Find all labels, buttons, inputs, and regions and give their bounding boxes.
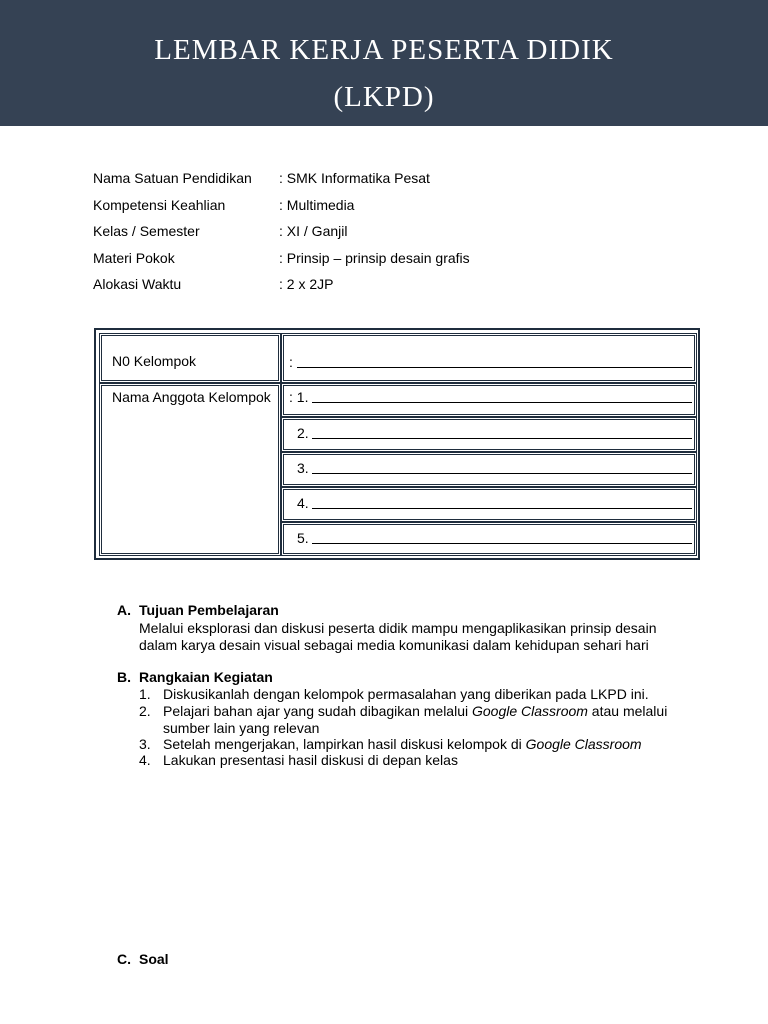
info-value: : 2 x 2JP: [279, 276, 334, 292]
section-a-text: [139, 620, 676, 653]
member-underline: [312, 473, 692, 474]
group-table: [94, 328, 700, 560]
section-title: Soal: [139, 951, 169, 967]
list-text-part: atau melalui: [587, 703, 668, 719]
info-label: Kompetensi Keahlian: [93, 196, 226, 213]
member-field-1[interactable]: [281, 383, 697, 417]
list-text: Lakukan presentasi hasil diskusi di depan kelas: [163, 752, 458, 768]
section-a-line1: Melalui eksplorasi dan diskusi peserta didik mampu mengaplikasikan prinsip desain: [139, 620, 657, 636]
group-members-label: Nama Anggota Kelompok: [112, 389, 271, 405]
member-prefix: 3.: [297, 460, 309, 476]
list-text-part: sumber lain yang relevan: [163, 719, 320, 736]
member-underline: [312, 402, 692, 403]
list-text-part: Pelajari bahan ajar yang sudah dibagikan melalui: [163, 703, 472, 719]
member-underline: [312, 543, 692, 544]
google-classroom-text: Google Classroom: [525, 736, 642, 752]
info-value: : Multimedia: [279, 196, 355, 213]
member-field-2[interactable]: [281, 417, 697, 452]
list-text-part: Setelah mengerjakan, lampirkan hasil diskusi kelompok di: [163, 736, 526, 752]
list-number: 3.: [139, 736, 151, 752]
list-text: Diskusikanlah dengan kelompok permasalahan yang diberikan pada LKPD ini.: [163, 686, 649, 702]
section-letter: A.: [117, 602, 131, 618]
info-row: [93, 195, 693, 222]
document-title-line1: LEMBAR KERJA PESERTA DIDIK: [154, 34, 614, 66]
identity-info: [93, 168, 693, 301]
info-label: Materi Pokok: [93, 249, 175, 266]
info-row: [93, 248, 693, 275]
member-underline: [312, 438, 692, 439]
section-letter: B.: [117, 669, 131, 685]
member-prefix: 5.: [297, 530, 309, 546]
member-prefix: 4.: [297, 495, 309, 511]
group-number-prefix: :: [289, 354, 293, 370]
list-number: 1.: [139, 686, 151, 702]
list-text: [163, 703, 679, 736]
info-row: [93, 168, 693, 195]
info-value: : XI / Ganjil: [279, 223, 348, 239]
member-prefix: : 1.: [289, 389, 309, 405]
section-a-line2: dalam karya desain visual sebagai media komunikasi dalam kehidupan sehari hari: [139, 636, 649, 653]
info-label: Nama Satuan Pendidikan: [93, 170, 252, 186]
group-number-label: N0 Kelompok: [112, 353, 197, 369]
group-number-underline: [297, 367, 692, 368]
google-classroom-text: Google Classroom: [471, 703, 588, 719]
list-text: [163, 736, 679, 753]
info-label: Alokasi Waktu: [93, 276, 182, 292]
section-title: Rangkaian Kegiatan: [139, 669, 273, 685]
group-number-label-cell: [99, 333, 281, 383]
section-letter: C.: [117, 951, 131, 967]
section-c-heading: [117, 951, 677, 968]
info-value: : SMK Informatika Pesat: [279, 170, 430, 186]
member-field-3[interactable]: [281, 452, 697, 487]
list-number: 2.: [139, 703, 151, 719]
member-field-5[interactable]: [281, 522, 697, 556]
list-number: 4.: [139, 752, 151, 768]
info-label: Kelas / Semester: [93, 223, 200, 239]
member-field-4[interactable]: [281, 487, 697, 522]
info-value: : Prinsip – prinsip desain grafis: [279, 249, 470, 266]
member-underline: [312, 508, 692, 509]
section-title: Tujuan Pembelajaran: [139, 602, 279, 618]
info-row: [93, 274, 693, 301]
member-prefix: 2.: [297, 425, 309, 441]
group-number-field[interactable]: [281, 333, 697, 383]
section-b-heading: [117, 669, 677, 686]
info-row: [93, 221, 693, 248]
section-a-heading: [117, 602, 677, 619]
document-title-line2: (LKPD): [333, 81, 435, 113]
group-members-label-cell: [99, 383, 281, 556]
document-header: [0, 0, 768, 126]
